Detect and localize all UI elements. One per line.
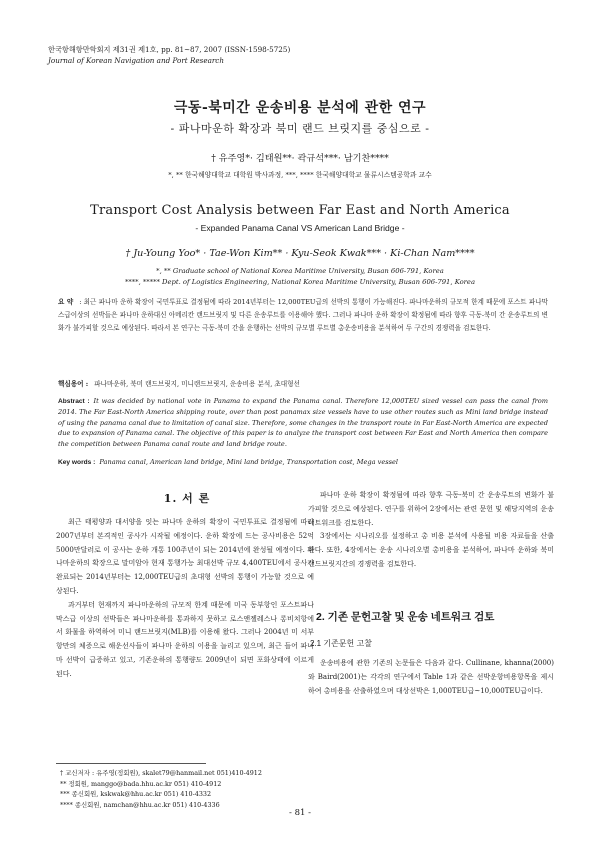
abstract-ko: [58, 296, 548, 335]
footnote-2: ** 정회원, manggo@bada.hhu.ac.kr 051) 410-4912: [60, 779, 222, 788]
section-2-heading: 2. 기존 문헌고찰 및 운송 네트워크 검토: [316, 611, 495, 623]
journal-citation-ko: 한국항해항만학회지 제31권 제1호, pp. 81~87, 2007 (ISSN-1598-5725): [48, 45, 291, 54]
left-column: [56, 516, 314, 682]
abstract-ko-text: : 최근 파나마 운하 확장이 국민투표로 결정됨에 따라 2014년부터는 12,000TEU급의 선박의 통행이 가능해진다. 파나마운하의 규모적 한계 때문에 포스트 파나막스급이상의 선박들은 파나마 운하대신 아메리칸 랜드브릿지 및 다른 운송루트를 이용해야 했다. 그러나 파나마 운하 확장이 확정됨에 따라 향후 극동-북미 간 운송루트의 변화가 불가피할 것으로 예상된다. 따라서 본 연구는 극동-북미 간을 운행하는 선박의 규모별 루트별 총운송비용을 분석하여 두 구간의 경쟁력을 검토한다.: [58, 298, 548, 332]
affiliation-en-line-2: ****, ***** Dept. of Logistics Engineering, National Korea Maritime University, Busan 606-791, Korea: [124, 278, 476, 286]
page-number: - 81 -: [289, 808, 311, 818]
section-2-paragraph-1: 운송비용에 관한 기존의 논문들은 다음과 같다. Cullinane, khanna(2000)와 Baird(2001)는 각각의 연구에서 Table 1과 같은 선박운항비용항목을 제시하여 총비용을 산출하였으며 대상선박은 1,000TEU급~10,000TEU급이다.: [308, 659, 554, 695]
keywords-en-text: Panama canal, American land bridge, Mini land bridge, Transportation cost, Mega vessel: [99, 458, 399, 466]
footnote-4: **** 종신회원, namchan@hhu.ac.kr 051) 410-4336: [60, 800, 220, 809]
subsection-2-1-heading: 2.1 기존문헌 고찰: [310, 639, 372, 648]
authors-en: † Ju-Young Yoo* · Tae-Won Kim** · Kyu-Seok Kwak*** · Ki-Chan Nam****: [125, 248, 475, 259]
section-1-paragraph-3: 파나마 운하 확장이 확정됨에 따라 향후 극동-북미 간 운송루트의 변화가 불가피할 것으로 예상된다. 연구를 위하여 2장에서는 관련 문헌 및 해당지역의 운송 네트워크를 검토한다.: [308, 491, 554, 527]
paper-subtitle-en: - Expanded Panama Canal VS American Land Bridge -: [195, 223, 405, 233]
keywords-ko-text: 파나마운하, 북미 랜드브릿지, 미니랜드브릿지, 운송비용 분석, 초대형선: [94, 380, 300, 388]
section-1-paragraph-2: 과거부터 현재까지 파나마운하의 규모적 한계 때문에 미국 동부항인 포스트파나막스급 이상의 선박들은 파나마운하를 통과하지 못하고 로스앤젤레스나 롱비치항에서 화물을 하역하여 미니 랜드브릿지(MLB)를 이용해 왔다. 그러나 2004년 미 서부 항만의 체증으로 해운선사들이 파나마 운하의 이용을 늘리고 있으며, 최근 들어 파나마 선박이 급증하고 있고, 기존운하의 통행량도 2009년이 되면 포화상태에 이르게 된다.: [56, 600, 314, 678]
footnote-3: *** 종신회원, kskwak@hhu.ac.kr 051) 410-4332: [60, 790, 212, 799]
footnote-divider: [56, 763, 206, 764]
abstract-en-text: It was decided by national vote in Panama to expand the Panama canal. Therefore 12,000TEU sized vessel can pass the canal from 2014. The Far East-North America shipping route, over than post panamax size vessels have to use other routes such as Mini land bridge instead of using the panama canal due to limitation of canal size. Therefore, some changes in the transport route in Far East-North America are expected due to expansion of Panama canal. The objective of this paper is to analyze the transport cost between Far East and North America then compare the competition between Panama canal route and land bridge route.: [58, 397, 549, 448]
paper-title-en: Transport Cost Analysis between Far East and North America: [90, 203, 510, 218]
affiliation-en-line-1: *, ** Graduate school of National Korea Maritime University, Busan 606-791, Korea: [156, 267, 444, 275]
affiliation-en: [0, 266, 600, 288]
right-column-bottom: [308, 657, 554, 698]
abstract-ko-label: 요 약: [58, 298, 74, 306]
right-column-top: [308, 489, 554, 572]
authors-ko: † 유주영*· 김태원**· 곽규석***· 남기찬****: [211, 153, 389, 164]
section-1-heading: 1. 서 론: [163, 492, 211, 505]
keywords-ko-label: 핵심용어 :: [58, 380, 89, 388]
journal-header: [48, 44, 290, 66]
abstract-en-label: Abstract :: [58, 398, 90, 405]
footnote-1: † 교신저자 : 유주영(정회원), skalet79@hanmail.net 051)410-4912: [60, 769, 262, 777]
paper-title-ko: 극동-북미간 운송비용 분석에 관한 연구: [173, 100, 427, 116]
section-1-paragraph-4: 3장에서는 시나리오를 설정하고 총 비용 분석에 사용될 비용 자료들을 산출한다. 또한, 4장에서는 운송 시나리오별 총비용을 분석하여, 파나마 운하와 북미 랜드브릿지간의 경쟁력을 검토한다.: [308, 532, 554, 568]
keywords-ko: [58, 378, 300, 388]
affiliation-ko: *, ** 한국해양대학교 대학원 박사과정, ***, **** 한국해양대학교 물류시스템공학과 교수: [168, 171, 432, 179]
keywords-en-label: Key words :: [58, 459, 96, 466]
abstract-en: [58, 396, 548, 449]
footnotes: [60, 768, 262, 810]
section-1-paragraph-1: 최근 태평양과 대서양을 잇는 파나마 운하의 확장이 국민투표로 결정됨에 따라 2007년부터 본격적인 공사가 시작될 예정이다. 운하 확장에 드는 공사비용은 52억5000만달러로 이 공사는 운하 개통 100주년이 되는 2014년에 완성될 예정이다. 파나마운하의 확장으로 말미암아 현재 통행가능 최대선박 규모 4,400TEU에서 공사가 완료되는 2014년부터는 12,000TEU급의 초대형 선박의 통행이 가능할 것으로 예상된다.: [56, 518, 314, 595]
journal-name-en: Journal of Korean Navigation and Port Research: [48, 56, 224, 65]
keywords-en: [58, 458, 398, 466]
paper-subtitle-ko: - 파나마운하 확장과 북미 랜드 브릿지를 중심으로 -: [170, 122, 430, 135]
